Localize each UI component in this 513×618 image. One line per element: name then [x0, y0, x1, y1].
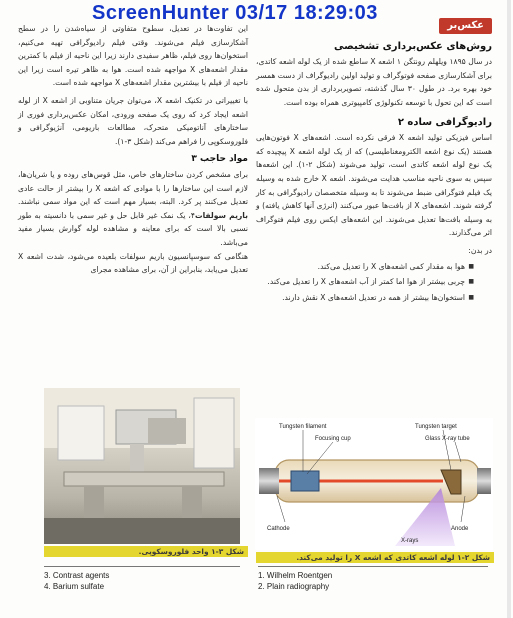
contrast-paragraph — [18, 168, 248, 250]
page-edge-shadow — [507, 0, 511, 618]
label-focusing-cup: Focusing cup — [315, 436, 351, 442]
contrast-text: برای مشخص کردن ساختارهای خاص، مثل قوس‌های روده و یا شریان‌ها، لازم است این ساختارها را با موادی که اشعه X را بیشتر از حالت عادی تعدیل می‌کنند پر کرد. البته، بسیار مهم است که این مواد سمی نباشند. — [18, 169, 249, 207]
footnotes-left — [44, 570, 109, 592]
footnote: 3. Contrast agents — [44, 571, 110, 580]
list-item: ■ چربی بیشتر از هوا اما کمتر از آب اشعه‌های X را تعدیل می‌کند. — [256, 275, 474, 289]
label-glass-tube: Glass X-ray tube — [425, 436, 470, 442]
plain-radiography-paragraph: اساس فیزیکی تولید اشعه X فرقی نکرده است. اشعه‌های X فوتون‌هایی هستند (یک نوع اشعه الکترومغناطیسی) که از یک لوله اشعه X پیچیده که یک نوع لوله اشعه کاتدی است، تولید می‌شوند (شکل ۲-۱). این اشعه‌ها سپس به سوی ناحیه مناسب هدایت می‌شوند. اشعه X خارج شده به وسیله یک فیلم فتوگرافی ضبط می‌شوند تا به وسیله متخصصان رادیوگرافی به کار گرفته شوند. اشعه‌های X از بافت‌ها عبور می‌کنند (انرژی آنها کاهش یافته) و به وسیله بافت‌ها تعدیل می‌شوند. این اشعه‌های ایکس روی فیلم فتوگراف اثر می‌گذارند. — [256, 133, 493, 238]
figure-caption-right — [256, 552, 494, 563]
left-column — [18, 22, 248, 281]
screenhunter-watermark: ScreenHunter 03/17 18:29:03 — [92, 2, 378, 24]
chapter-tag: عکس‌بر — [439, 18, 492, 34]
caption-text: واحد فلوروسکوپی. — [138, 547, 209, 556]
barium-text: ۴، یک نمک غیر قابل حل و غیر سمی با دانسیته به طور نسبی بالا است که برای معاینه و مشاهده لوله گوارش بسیار مفید می‌باشد. — [18, 210, 248, 247]
anode-connector-shape — [477, 468, 491, 494]
list-item: ■ هوا به مقدار کمی اشعه‌های X را تعدیل می‌کند. — [256, 260, 474, 274]
footnote-rule-right — [258, 566, 488, 567]
focusing-cup-shape — [291, 471, 319, 491]
fluoroscopy-room-image — [44, 388, 240, 544]
section-title: روش‌های عکس‌برداری تشخیصی — [333, 40, 492, 52]
xray-tube-diagram — [255, 418, 493, 550]
fluoroscopy-paragraph: با تغییراتی در تکنیک اشعه X، می‌توان جریان متناوبی از اشعه X از لوله اشعه ایجاد کرد که روی یک صفحه ورودی، امکان عکس‌برداری فوری از ساختارهای آناتومیکی متحرک، مطالعات باریومی، آنژیوگرافی و فلوروسکوپی را فراهم می‌کند (شکل ۳-۱). — [18, 95, 249, 146]
caption-number: شکل ۳-۱ — [211, 547, 244, 556]
caption-number: شکل ۲-۱ — [457, 553, 490, 562]
fluoroscopy-unit-photo — [44, 388, 240, 544]
barium-sulfate-term: باریم سولفات — [194, 210, 248, 220]
suspension-paragraph: هنگامی که سوسپانسیون باریم سولفات بلعیده می‌شود، شدت اشعه X تعدیل می‌یابد، بنابراین از آن، برای مشاهده مجرای — [18, 251, 248, 275]
attenuation-paragraph: این تفاوت‌ها در تعدیل، سطوح متفاوتی از سیاه‌شدن را در سطح آشکارسازی فیلم می‌شوند. وقتی فیلم رادیوگرافی تهیه می‌کنیم، استخوان‌ها روی فیلم، ظاهر سفیدی دارند زیرا این ناحیه از فیلم با کمترین مقدار اشعه‌های X مواجهه شده است. هوا به ظاهر تیره است زیرا این ناحیه از فیلم با بیشترین مقدار اشعه‌های X مواجهه شده است. — [18, 24, 248, 88]
caption-text: لوله اشعه کاتدی که اشعه X را تولید می‌کند. — [296, 553, 455, 562]
label-cathode: Cathode — [267, 526, 290, 532]
label-xrays: X-rays — [401, 538, 419, 544]
footnotes-right — [258, 570, 332, 592]
plain-radiography-heading: رادیوگرافی ساده ۲ — [397, 116, 492, 128]
intro-paragraph: در سال ۱۸۹۵ ویلهلم رونتگن ۱ اشعه X ساطع شده از یک لوله اشعه کاتدی، برای آشکارسازی صفحه فوتوگراف و تولید اولین رادیوگراف از دست همسر خود بهره برد. در طول ۳۰ سال گذشته، تصویربرداری از بدن متحول شده است که این تحول با توسعه تکنولوژی کامپیوتری همراه بوده است. — [256, 57, 492, 107]
attenuation-list — [256, 260, 484, 305]
list-intro: در بدن: — [468, 245, 492, 255]
list-item: ■ استخوان‌ها بیشتر از همه در تعدیل اشعه‌های X نقش دارند. — [256, 291, 474, 305]
xray-tube-figure — [255, 418, 493, 550]
footnote-rule-left — [44, 566, 240, 567]
label-tungsten-filament: Tungsten filament — [279, 424, 327, 430]
cathode-connector-shape — [259, 468, 279, 494]
label-tungsten-target: Tungsten target — [415, 424, 457, 430]
footnote: 2. Plain radiography — [258, 582, 330, 591]
figure-caption-left — [44, 546, 248, 557]
footnote: 4. Barium sulfate — [44, 582, 105, 591]
right-column — [256, 12, 492, 306]
label-anode: Anode — [451, 526, 469, 532]
footnote: 1. Wilhelm Roentgen — [258, 571, 333, 580]
contrast-agents-heading: مواد حاجب ۳ — [191, 154, 248, 165]
